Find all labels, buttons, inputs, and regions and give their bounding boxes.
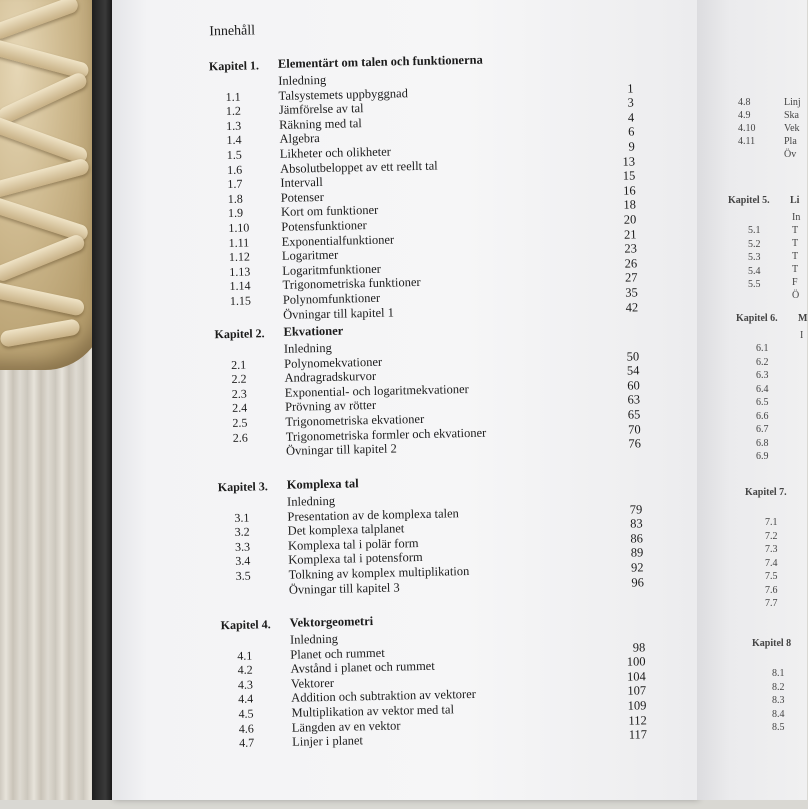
section-page: 9 <box>628 139 635 154</box>
section-page: 13 <box>622 154 636 169</box>
section-title: Linjer i planet <box>291 733 364 749</box>
section-title: Exponential- och logaritmekvationer <box>284 381 469 400</box>
section-page: 50 <box>626 348 640 364</box>
section-number: 1.14 <box>229 278 251 294</box>
section-title: Det komplexa talplanet <box>287 521 405 538</box>
section-page: 112 <box>628 712 647 728</box>
rp-entry: T <box>792 251 799 262</box>
section-title: Prövning av rötter <box>284 398 377 415</box>
section-page: 107 <box>627 683 647 699</box>
section-title: Andragradskurvor <box>284 369 377 386</box>
section-number: 1.2 <box>225 103 242 119</box>
rp-section-number: 6.3 <box>756 370 769 381</box>
section-page: 27 <box>624 270 638 286</box>
rp-chapter-label: Kapitel 5. <box>728 195 770 206</box>
section-page: 60 <box>627 378 640 393</box>
section-page: 21 <box>623 227 637 242</box>
section-number: 1.13 <box>229 264 251 279</box>
rp-section-title: Vek <box>784 123 800 134</box>
section-page: 98 <box>632 639 646 655</box>
section-title: Kort om funktioner <box>280 203 379 220</box>
section-number: 1.11 <box>228 235 250 250</box>
intro-entry: Inledning <box>278 72 327 88</box>
rp-section-number: 7.6 <box>765 584 778 596</box>
section-page: 100 <box>626 654 646 669</box>
section-title: Komplexa tal i polär form <box>287 535 419 553</box>
section-number: 4.2 <box>237 662 253 678</box>
section-page: 83 <box>629 516 643 531</box>
rp-section-number: 8.4 <box>772 708 785 720</box>
rp-section-number: 7.7 <box>765 598 778 609</box>
section-title: Presentation av de komplexa talen <box>287 505 460 524</box>
rp-entry: In <box>792 212 801 223</box>
intro-entry: Inledning <box>283 340 332 356</box>
exercises-entry: Övningar till kapitel 1 <box>283 305 395 322</box>
section-title: Addition och subtraktion av vektorer <box>291 687 477 706</box>
contents-heading: Innehåll <box>209 23 256 40</box>
section-page: 86 <box>630 531 644 546</box>
section-page: 16 <box>623 183 636 198</box>
exercises-page: 96 <box>631 574 645 590</box>
chapter-label: Kapitel 2. <box>214 326 265 342</box>
section-page: 4 <box>627 110 635 125</box>
section-page: 18 <box>623 197 637 213</box>
section-number: 4.1 <box>237 648 253 663</box>
section-page: 92 <box>630 560 644 575</box>
section-number: 3.4 <box>235 553 251 569</box>
rp-entry: Ö <box>792 290 800 301</box>
section-number: 2.1 <box>231 357 247 372</box>
section-title: Logaritmer <box>281 247 339 264</box>
section-title: Komplexa tal i potensform <box>288 550 423 568</box>
rp-section-number: 5.4 <box>748 265 761 277</box>
rp-section-number: 8.1 <box>772 668 785 679</box>
rp-section-number: 4.8 <box>738 97 751 108</box>
section-page: 15 <box>622 168 636 183</box>
section-title: Logaritmfunktioner <box>282 261 381 278</box>
exercises-entry: Övningar till kapitel 3 <box>288 580 400 597</box>
exercises-page: 42 <box>625 300 639 315</box>
section-number: 3.3 <box>234 539 251 554</box>
section-page: 26 <box>624 256 638 271</box>
rp-section-number: 8.3 <box>772 695 785 706</box>
section-number: 2.5 <box>232 415 248 430</box>
section-page: 23 <box>624 241 638 256</box>
rp-section-number: 5.2 <box>748 238 761 250</box>
rp-section-number: 8.5 <box>772 722 785 733</box>
section-number: 3.2 <box>234 524 250 540</box>
intro-entry: Inledning <box>289 631 339 647</box>
section-number: 2.3 <box>231 386 247 401</box>
intro-entry: Inledning <box>286 493 336 509</box>
section-title: Trigonometriska funktioner <box>282 275 421 293</box>
exercises-entry: Övningar till kapitel 2 <box>285 441 397 459</box>
section-number: 1.10 <box>228 220 250 235</box>
rp-section-number: 6.8 <box>756 437 769 449</box>
rp-section-number: 4.9 <box>738 110 751 121</box>
section-number: 4.6 <box>238 721 254 736</box>
section-number: 2.4 <box>231 401 248 416</box>
section-page: 79 <box>629 501 643 517</box>
section-title: Potenser <box>280 189 324 205</box>
section-title: Tolkning av komplex multiplikation <box>288 564 470 582</box>
section-page: 54 <box>626 363 640 378</box>
section-number: 3.1 <box>234 510 250 525</box>
section-page: 104 <box>626 669 646 684</box>
rp-section-number: 4.11 <box>738 136 756 147</box>
section-number: 4.5 <box>238 706 254 721</box>
section-number: 2.2 <box>231 371 247 387</box>
section-number: 1.7 <box>227 176 243 192</box>
section-title: Räkning med tal <box>279 115 362 132</box>
section-page: 109 <box>627 698 647 713</box>
section-page: 6 <box>628 124 635 139</box>
section-number: 1.9 <box>227 206 244 221</box>
chapter-label: Kapitel 3. <box>217 479 268 495</box>
rp-chapter-label: Kapitel 6. <box>736 313 778 324</box>
section-page: 65 <box>627 407 641 422</box>
rp-entry: I <box>800 330 804 341</box>
chapter-label: Kapitel 1. <box>208 58 260 74</box>
section-title: Trigonometriska ekvationer <box>285 411 425 429</box>
section-title: Jämförelse av tal <box>278 101 364 118</box>
rp-section-number: 6.1 <box>756 343 769 354</box>
rp-section-number: 7.2 <box>765 530 778 542</box>
section-number: 1.4 <box>226 133 242 148</box>
rp-chapter-title: M <box>798 313 808 324</box>
section-title: Absolutbeloppet av ett reellt tal <box>279 158 438 176</box>
rp-chapter-label: Kapitel 7. <box>745 487 787 498</box>
chapter-label: Kapitel 4. <box>220 617 271 633</box>
section-page: 35 <box>625 285 638 300</box>
chapter-title: Komplexa tal <box>286 476 359 492</box>
rp-entry: T <box>792 264 799 275</box>
section-title: Vektorer <box>290 675 335 691</box>
section-page: 117 <box>628 727 648 742</box>
rp-section-number: 5.5 <box>748 279 761 290</box>
section-title: Talsystemets uppbyggnad <box>278 85 409 103</box>
section-title: Multiplikation av vektor med tal <box>291 702 455 720</box>
rp-section-title: Linj <box>784 97 801 108</box>
section-title: Längden av en vektor <box>291 718 401 735</box>
rp-section-number: 5.1 <box>748 225 761 236</box>
section-title: Polynomfunktioner <box>282 290 381 307</box>
rp-entry: T <box>792 238 799 249</box>
section-title: Trigonometriska formler och ekvationer <box>285 425 487 444</box>
section-title: Avstånd i planet och rummet <box>290 658 435 676</box>
rp-entry: T <box>792 225 799 236</box>
section-number: 1.8 <box>227 191 243 206</box>
section-title: Likheter och olikheter <box>279 144 392 161</box>
section-page: 1 <box>627 81 634 96</box>
rp-section-number: 6.7 <box>756 424 769 435</box>
chapter-title: Vektorgeometri <box>289 614 374 630</box>
rp-section-number: 7.3 <box>765 544 778 555</box>
rp-section-number: 7.5 <box>765 571 778 582</box>
section-page: 70 <box>628 421 641 437</box>
section-title: Polynomekvationer <box>284 354 383 371</box>
section-title: Exponentialfunktioner <box>281 232 395 249</box>
section-number: 1.6 <box>226 162 243 177</box>
section-page: 3 <box>627 95 634 110</box>
section-number: 2.6 <box>232 430 248 445</box>
section-number: 1.3 <box>226 118 242 133</box>
section-number: 1.15 <box>229 293 252 308</box>
section-number: 1.12 <box>228 249 251 265</box>
section-number: 4.3 <box>237 677 254 692</box>
section-number: 3.5 <box>235 568 251 583</box>
section-number: 4.4 <box>238 691 254 707</box>
rp-section-number: 4.10 <box>738 123 756 134</box>
exercises-page: 76 <box>628 436 642 451</box>
rp-section-title: Ska <box>784 110 799 121</box>
rp-section-number: 6.2 <box>756 356 769 368</box>
section-number: 4.7 <box>238 735 255 751</box>
rp-section-number: 6.6 <box>756 410 769 422</box>
section-number: 1.1 <box>225 89 241 104</box>
rp-section-number: 8.2 <box>772 681 785 693</box>
rp-chapter-label: Kapitel 8 <box>752 638 792 649</box>
section-page: 63 <box>627 392 641 408</box>
chapter-title: Elementärt om talen och funktionerna <box>277 52 483 71</box>
section-title: Planet och rummet <box>290 645 385 662</box>
chapter-title: Ekvationer <box>283 323 344 339</box>
rp-section-number: 5.3 <box>748 252 761 263</box>
rp-section-number: 6.5 <box>756 397 769 408</box>
rp-section-number: 6.9 <box>756 451 769 462</box>
rp-chapter-title: Li <box>790 195 800 206</box>
section-title: Potensfunktioner <box>281 218 367 234</box>
section-title: Intervall <box>280 175 323 191</box>
rp-section-title: Pla <box>784 136 797 147</box>
rp-section-number: 6.4 <box>756 383 769 395</box>
rp-section-number: 7.1 <box>765 517 778 528</box>
section-page: 20 <box>623 212 637 227</box>
rp-section-number: 7.4 <box>765 557 778 569</box>
rp-section-title: Öv <box>784 149 797 160</box>
section-number: 1.5 <box>226 147 242 162</box>
section-title: Algebra <box>279 131 320 147</box>
rp-entry: F <box>792 277 798 288</box>
section-page: 89 <box>630 545 644 561</box>
